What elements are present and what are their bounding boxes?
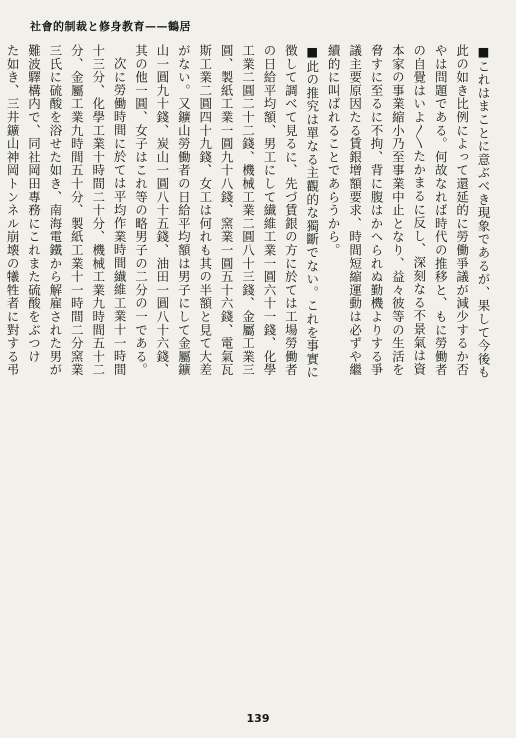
text-line: 次に勞働時間に於ては平均作業時間纎維工業十一時間 — [112, 57, 128, 377]
text-line: 三氏に硫酸を浴せた如き、南海電鐵から解雇された男が — [47, 44, 63, 377]
text-line: 斯工業二圓四十九錢、女工は何れも其の半額と見て大差 — [197, 44, 213, 377]
text-line: 十三分、化學工業十時間二十分、機械工業九時間五十二 — [90, 44, 106, 377]
text-line: 山一圓九十錢、炭山一圓八十五錢、油田一圓八十六錢、 — [154, 44, 170, 377]
text-line: 其の他一圓、女子はこれ等の略男子の二分の一である。 — [133, 44, 149, 377]
text-line: 工業二圓二十二錢、機械工業二圓八十三錢、金屬工業三 — [240, 44, 256, 377]
text-line: た如き、三井鑛山神岡トンネル崩壊の犧牲者に對する弔 — [5, 44, 21, 377]
text-line: 此の如き比例によって還延的に勞働爭議が減少するか否 — [454, 44, 470, 377]
text-line: 難波驛構内で、同社岡田專務にこれまた硫酸をぶつけ — [26, 44, 42, 364]
text-line: 續的に叫ばれることであらうから。 — [326, 44, 342, 257]
text-line: がない。又鑛山勞働者の日給平均額は男子にして金屬鑛 — [176, 44, 192, 377]
text-line: の自覺はいよ〳〵たかまるに反し、深刻なる不景氣は資 — [411, 44, 427, 376]
body-text — [5, 44, 494, 684]
text-line: やは問題である。何故なれば時代の推移と、もに勞働者 — [433, 44, 449, 377]
running-head: 社會的制裁と修身教育——鶴居 — [30, 20, 191, 33]
text-line: 議主要原因たる賃銀增額要求、時間短縮運動は必ずや繼 — [347, 44, 363, 377]
text-line: ■此の推究は單なる主觀的な獨斷でない。これを事實に — [304, 44, 320, 379]
page-number: 139 — [246, 712, 270, 725]
text-line: 分、金屬工業九時間五十分、製紙工業十一時間二分窯業 — [69, 44, 85, 377]
text-line: ■これはまことに意ぶべき現象であるが、果して今後も — [476, 44, 491, 379]
text-line: 脅すに至るに不拘、背に腹はかへられぬ勤機よりする爭 — [368, 44, 384, 377]
text-line: の日給平均額、男工にして纎維工業一圓六十一錢、化學 — [261, 44, 277, 377]
text-line: 圓、製紙工業一圓九十八錢、窯業一圓五十六錢、電氣瓦 — [219, 44, 235, 377]
text-line: 本家の事業縮小乃至事業中止となり、益々彼等の生活を — [390, 44, 406, 377]
text-line: 徴して調べて見るに、先づ賃銀の方に於ては工場勞働者 — [283, 44, 299, 377]
text-line — [0, 44, 2, 684]
